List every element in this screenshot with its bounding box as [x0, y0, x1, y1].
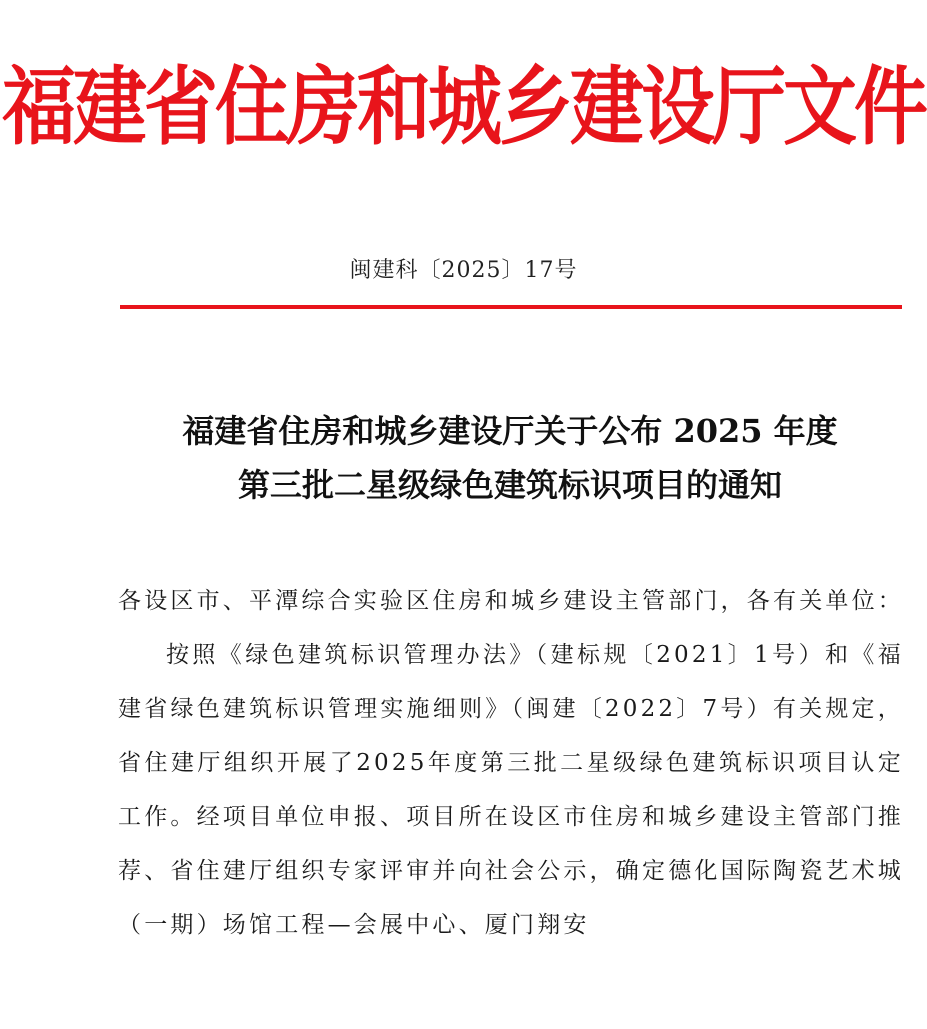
document-body [118, 574, 904, 952]
masthead-title: 福建省住房和城乡建设厅文件 [2, 58, 925, 157]
notice-title-line-1: 福建省住房和城乡建设厅关于公布 2025 年度 [182, 412, 838, 450]
notice-title-line-2: 第三批二星级绿色建筑标识项目的通知 [237, 466, 782, 504]
document-number: 闽建科〔2025〕17号 [349, 258, 578, 283]
notice-title [100, 404, 920, 512]
body-paragraph-1: 按照《绿色建筑标识管理办法》（建标规〔2021〕1号）和《福建省绿色建筑标识管理实施细则》（闽建〔2022〕7号）有关规定，省住建厅组织开展了2025年度第三批二星级绿色建筑标识项目认定工作。经项目单位申报、项目所在设区市住房和城乡建设主管部门推荐、省住建厅组织专家评审并向社会公示，确定德化国际陶瓷艺术城（一期）场馆工程—会展中心、厦门翔安 [118, 642, 904, 938]
red-divider [120, 305, 902, 309]
salutation: 各设区市、平潭综合实验区住房和城乡建设主管部门，各有关单位： [118, 588, 904, 614]
